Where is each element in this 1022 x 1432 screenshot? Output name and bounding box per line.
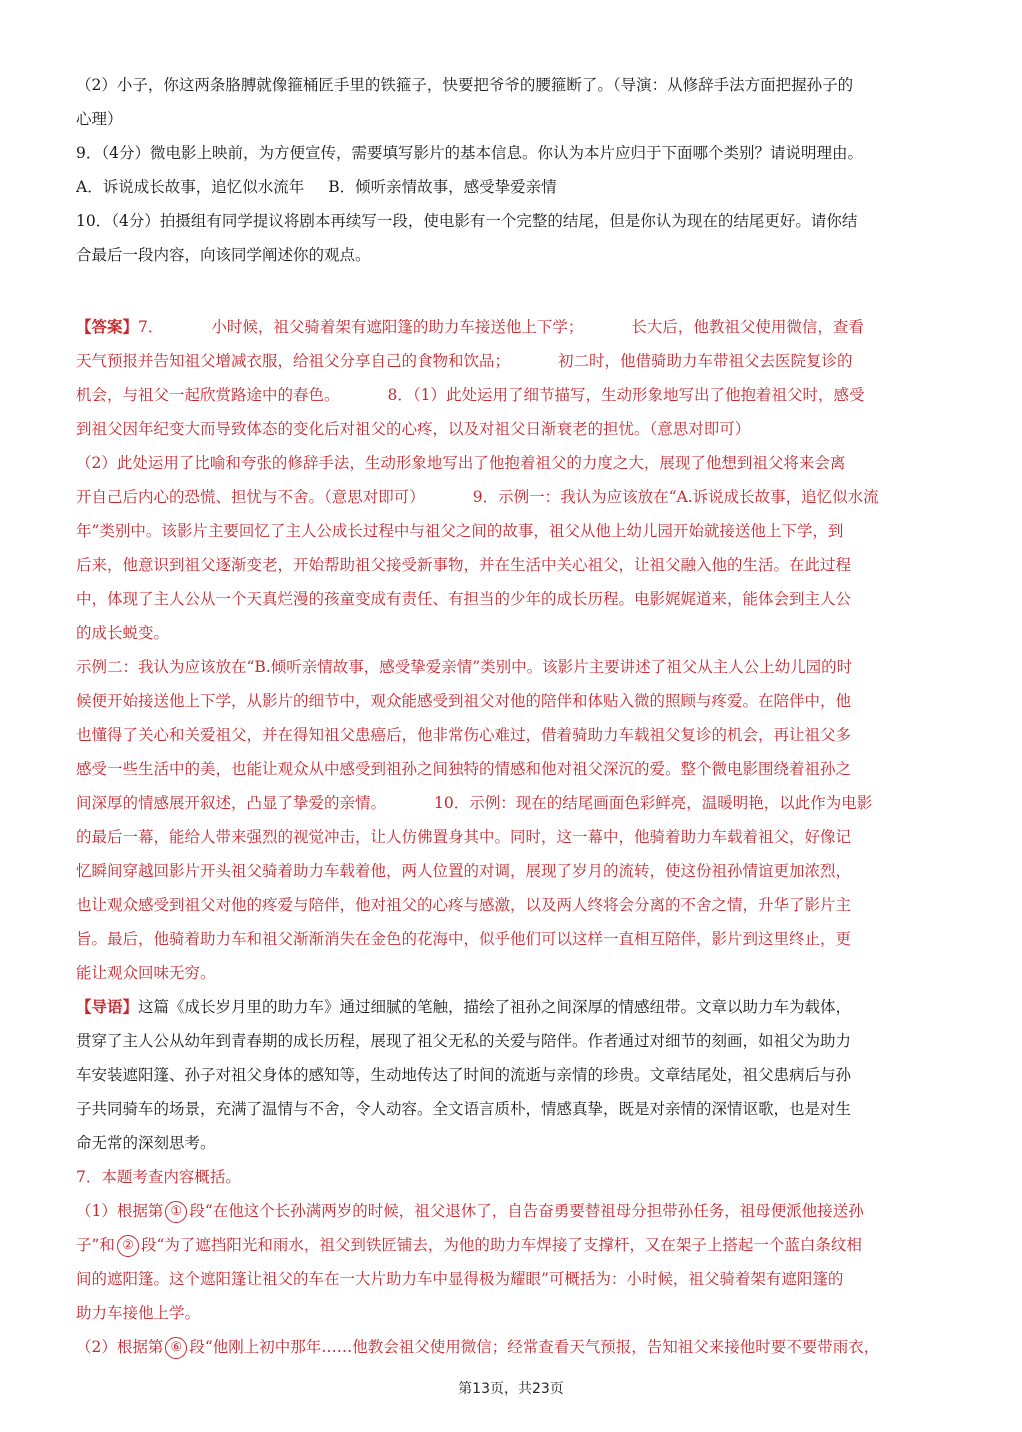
answer-line-19: 旨。最后，他骑着助力车和祖父渐渐消失在金色的花海中，似乎他们可以这样一直相互陪伴，影片到这里终止，更: [76, 930, 852, 948]
answer-line-6: 开自己后内心的恐慌、担忧与不舍。（意思对即可） 9．示例一：我认为应该放在“A.诉说成长故事，追忆似水流: [76, 488, 879, 506]
answer-line-13: 也懂得了关心和关爱祖父，并在得知祖父患癌后，他非常伤心难过，借着骑助力车载祖父复诊的机会，再让祖父多: [76, 726, 852, 744]
guide-line-4: 子共同骑车的场景，充满了温情与不舍，令人动容。全文语言质朴，情感真挚，既是对亲情的深情讴歌，也是对生: [76, 1100, 852, 1118]
analysis-line-1: （1）根据第 ① 段“在他这个长孙满两岁的时候，祖父退休了，自告奋勇要替祖母分担带孙任务，祖母便派他接送孙: [76, 1194, 946, 1228]
answer-line-1: 【答案】7． 小时候，祖父骑着架有遮阳篷的助力车接送他上下学； 长大后，他教祖父使用微信，查看: [76, 317, 864, 336]
question-8-2-line-1: （2）小子，你这两条胳膊就像箍桶匠手里的铁箍子，快要把爷爷的腰箍断了。（导演：从修辞手法方面把握孙子的: [76, 76, 854, 94]
question-9-options: [76, 170, 946, 204]
option-a: A．诉说成长故事，追忆似水流年: [76, 178, 305, 196]
answer-line-16: 的最后一幕，能给人带来强烈的视觉冲击，让人仿佛置身其中。同时，这一幕中，他骑着助力车载着祖父，好像记: [76, 828, 852, 846]
answer-line-10: 的成长蜕变。: [76, 624, 170, 642]
answer-tag: 【答案】: [76, 317, 139, 336]
answer-line-9: 中，体现了主人公从一个天真烂漫的孩童变成有责任、有担当的少年的成长历程。电影娓娓道来，能体会到主人公: [76, 590, 852, 608]
analysis-q7-title: 7．本题考查内容概括。: [76, 1168, 241, 1186]
page-number: 第13页，共23页: [458, 1381, 564, 1397]
guide-line-3: 车安装遮阳篷、孙子对祖父身体的感知等，生动地传达了时间的流逝与亲情的珍贵。文章结尾处，祖父患病后与孙: [76, 1066, 852, 1084]
answer-line-11: 示例二：我认为应该放在“B.倾听亲情故事，感受挚爱亲情”类别中。该影片主要讲述了祖父从主人公上幼儿园的时: [76, 658, 853, 676]
circled-number: ②: [117, 1235, 139, 1257]
analysis-line-3: 间的遮阳篷。这个遮阳篷让祖父的车在一大片助力车中显得极为耀眼”可概括为：小时候，祖父骑着架有遮阳篷的: [76, 1270, 844, 1288]
answer-line-14: 感受一些生活中的美，也能让观众从中感受到祖孙之间独特的情感和他对祖父深沉的爱。整个微电影围绕着祖孙之: [76, 760, 852, 778]
answer-line-2: 天气预报并告知祖父增减衣服，给祖父分享自己的食物和饮品； 初二时，他借骑助力车带祖父去医院复诊的: [76, 352, 853, 370]
answer-line-4: 到祖父因年纪变大而导致体态的变化后对祖父的心疼，以及对祖父日渐衰老的担忧。（意思对即可）: [76, 420, 751, 438]
circled-number: ①: [165, 1201, 187, 1223]
guide-tag: 【导语】: [76, 997, 139, 1016]
answer-line-8: 后来，他意识到祖父逐渐变老，开始帮助祖父接受新事物，并在生活中关心祖父，让祖父融入他的生活。在此过程: [76, 556, 852, 574]
answer-line-18: 也让观众感受到祖父对他的疼爱与陪伴，他对祖父的心疼与感激，以及两人终将会分离的不舍之情，升华了影片主: [76, 896, 852, 914]
question-10-line-2: 合最后一段内容，向该同学阐述你的观点。: [76, 246, 371, 264]
answer-line-3: 机会，与祖父一起欣赏路途中的春色。 8．（1）此处运用了细节描写，生动形象地写出了他抱着祖父时，感受: [76, 386, 865, 404]
answer-line-15: 间深厚的情感展开叙述，凸显了挚爱的亲情。 10．示例：现在的结尾画面色彩鲜亮，温暖明艳，以此作为电影: [76, 794, 873, 812]
analysis-line-2: 子”和 ② 段“为了遮挡阳光和雨水，祖父到铁匠铺去，为他的助力车焊接了支撑杆，又在架子上搭起一个蓝白条纹相: [76, 1228, 946, 1262]
guide-line-5: 命无常的深刻思考。: [76, 1134, 216, 1152]
answer-line-5: （2）此处运用了比喻和夸张的修辞手法，生动形象地写出了他抱着祖父的力度之大，展现了他想到祖父将来会离: [76, 454, 846, 472]
circled-number: ⑥: [165, 1337, 187, 1359]
question-10-line-1: 10．（4分）拍摄组有同学提议将剧本再续写一段，使电影有一个完整的结尾，但是你认为现在的结尾更好。请你结: [76, 212, 858, 230]
question-8-2-line-2: 心理）: [76, 110, 123, 128]
answer-line-7: 年”类别中。该影片主要回忆了主人公成长过程中与祖父之间的故事，祖父从他上幼儿园开始就接送他上下学，到: [76, 522, 844, 540]
answer-line-20: 能让观众回味无穷。: [76, 964, 216, 982]
answer-line-12: 候便开始接送他上下学，从影片的细节中，观众能感受到祖父对他的陪伴和体贴入微的照顾与疼爱。在陪伴中，他: [76, 692, 852, 710]
analysis-line-4: 助力车接他上学。: [76, 1304, 201, 1322]
guide-line-2: 贯穿了主人公从幼年到青春期的成长历程，展现了祖父无私的关爱与陪伴。作者通过对细节的刻画，如祖父为助力: [76, 1032, 852, 1050]
guide-line-1: 【导语】这篇《成长岁月里的助力车》通过细腻的笔触，描绘了祖孙之间深厚的情感纽带。文章以助力车为载体，: [76, 997, 852, 1016]
answer-line-17: 忆瞬间穿越回影片开头祖父骑着助力车载着他，两人位置的对调，展现了岁月的流转，使这份祖孙情谊更加浓烈，: [76, 862, 852, 880]
option-b: B．倾听亲情故事，感受挚爱亲情: [328, 178, 557, 196]
question-9: 9．（4分）微电影上映前，为方便宣传，需要填写影片的基本信息。你认为本片应归于下面哪个类别？请说明理由。: [76, 144, 863, 162]
analysis-line-5: （2）根据第 ⑥ 段“他刚上初中那年……他教会祖父使用微信；经常查看天气预报，告知祖父来接他时要不要带雨衣，: [76, 1330, 946, 1364]
